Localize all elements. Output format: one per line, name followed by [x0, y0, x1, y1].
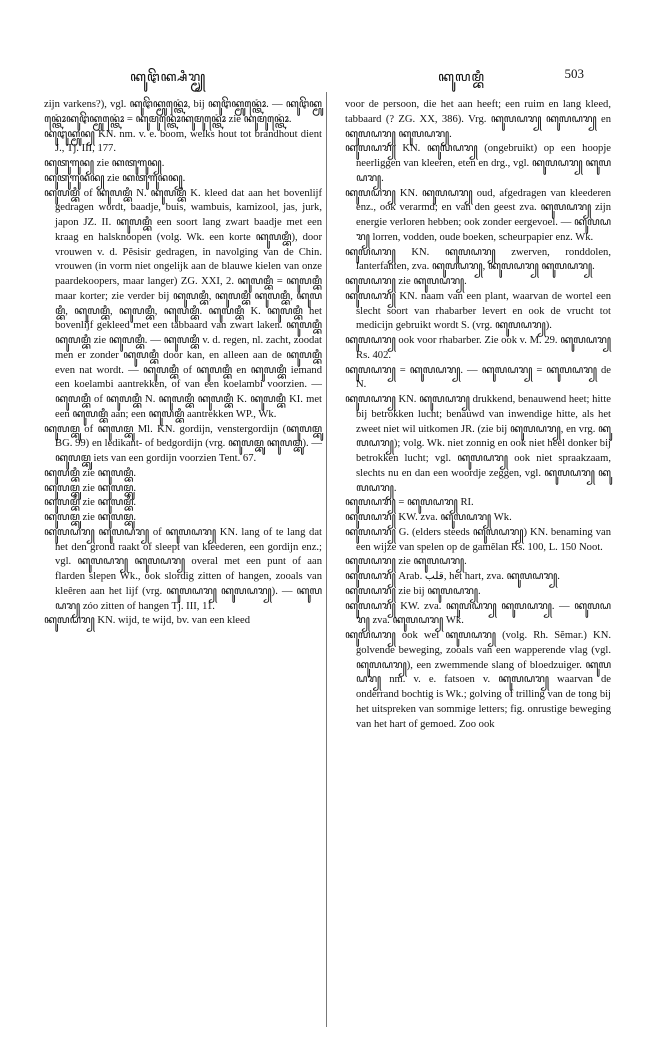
dictionary-entry: ꦏꦸꦭꦝꦫ꧀ KN. ꦏꦸꦭꦝꦫ꧀ zwerven, ronddolen, lanterfanten, zva. ꦏꦸꦭꦝꦫ꧀, ꦏꦸꦭꦝꦫ꧀ ꦏꦸꦭꦝꦫ꧀. [345, 246, 611, 273]
dictionary-entry: ꦏꦸꦭꦩ꧀ꦧꦶ zie ꦏꦸꦭꦩ꧀ꦧꦶ. [44, 467, 137, 479]
column-divider [326, 92, 327, 1027]
right-column [345, 98, 611, 732]
dictionary-entry: ꦏꦸꦭꦝꦫ꧀ G. (elders steeds ꦏꦸꦭꦝꦫ꧀) KN. benaming van een wijze van spelen op de gamĕlan Rs. 100, L. 150 Noot. [345, 526, 611, 553]
dictionary-entry: ꦏꦸꦭꦝꦫ꧀ ꦏꦸꦭꦝꦫ꧀ of ꦏꦸꦭꦝꦫ꧀ KN. lang of te lang dat het den grond raakt of sleept van kleederen, een gordijn enz.; vgl. ꦏꦸꦭꦝꦫ꧀ ꦏꦸꦭꦝꦫ꧀ overal met een punt of aan flarden slepen Wk., ook slordig zitten of hangen, zooals van kleêren aan het lijf (vrg. ꦏꦸꦭꦝꦫ꧀ ꦏꦸꦭꦝꦫ꧀). — ꦏꦸꦭꦝꦫ꧀ zóo zitten of hangen Tj. III, 11. [44, 526, 322, 612]
dictionary-entry: ꦏꦸꦭꦝꦫ꧀ KN. ꦏꦸꦭꦝꦫ꧀ (ongebruikt) op een hoopje neerliggen van kleeren, eten en drg., vgl. ꦏꦸꦭꦝꦫ꧀ ꦏꦸꦭꦝꦫ꧀. [345, 143, 611, 184]
entry-continuation: voor de persoon, die het aan heeft; een ruim en lang kleed, tabbaard (? ZG. XX, 386). Vrg. ꦏꦸꦭꦝꦫ꧀ ꦏꦸꦭꦝꦫ꧀ en ꦏꦸꦭꦝꦫ꧀ ꦏꦸꦭꦝꦫ꧀. [345, 99, 611, 140]
dictionary-entry: ꦏꦸꦛꦸꦏ꧀ꦩꦸꦤ꧀ KN. nm. v. e. boom, welks hout tot brandhout dient J., Tj. III, 177. [44, 128, 322, 155]
dictionary-entry: ꦏꦸꦠꦸꦒꦸꦤꦤ꧀ zie ꦏꦠꦸꦒꦸꦤꦤ꧀. [44, 172, 186, 184]
dictionary-entry: ꦏꦸꦭꦝꦫ꧀ KN. naam van een plant, waarvan de wortel een slecht soort van rhabarber levert en ook de vrucht tot medicijn gebruikt wordt S. (vrg. ꦏꦸꦭꦝꦫ꧀). [345, 290, 611, 332]
dictionary-entry: ꦏꦸꦭꦝꦫ꧀ zie ꦏꦸꦭꦝꦫ꧀. [345, 556, 467, 568]
right-running-head: ꦏꦸꦭꦩ꧀ꦧꦶ [438, 69, 486, 84]
dictionary-entry: ꦏꦸꦭꦩ꧀ꦧꦶ of ꦏꦸꦭꦩ꧀ꦧꦶ N. ꦏꦸꦭꦩ꧀ꦧꦶ K. kleed dat aan het bovenlijf gedragen wordt, baadje, buis, wambuis, kamizool, jas, jurk, japon JZ. II. ꦏꦸꦭꦩ꧀ꦧꦶ een soort lang zwart baadje met een kraag en halsknoopen (volg. Wk. een korte ꦏꦸꦭꦩ꧀ꦧꦶ), door vrouwen v. d. Pĕsisir gedragen, in navolging van de Chin. vrouwen (in vorm niet ongelijk aan de blauwe kielen van onze paardekoopers, maar langer) ZG. XXI, 2. ꦏꦸꦭꦩ꧀ꦧꦶ = ꦏꦸꦭꦩ꧀ꦧꦶ maar korter; zie verder bij ꦏꦸꦭꦩ꧀ꦧꦶ, ꦏꦸꦭꦩ꧀ꦧꦶ ꦏꦸꦭꦩ꧀ꦧꦶ, ꦏꦸꦭꦩ꧀ꦧꦶ, ꦏꦸꦭꦩ꧀ꦧꦶ, ꦏꦸꦭꦩ꧀ꦧꦶ, ꦏꦸꦭꦩ꧀ꦧꦶ. ꦏꦸꦭꦩ꧀ꦧꦶ K. ꦏꦸꦭꦩ꧀ꦧꦶ het bovenlijf gekleed met een tabbaard van zwart laken. ꦏꦸꦭꦩ꧀ꦧꦶ ꦏꦸꦭꦩ꧀ꦧꦶ zie ꦏꦸꦭꦩ꧀ꦧꦶ. — ꦏꦸꦭꦩ꧀ꦧꦶ v. d. regen, nl. zacht, zoodat men er zonder ꦏꦸꦭꦩ꧀ꦧꦶ door kan, en alleen aan de ꦏꦸꦭꦩ꧀ꦧꦶ even nat wordt. — ꦏꦸꦭꦩ꧀ꦧꦶ of ꦏꦸꦭꦩ꧀ꦧꦶ en ꦏꦸꦭꦩ꧀ꦧꦶ iemand een koelambi aantrekken, of van een koelambi voorzien. — ꦏꦸꦭꦩ꧀ꦧꦶ of ꦏꦸꦭꦩ꧀ꦧꦶ N. ꦏꦸꦭꦩ꧀ꦧꦶ ꦏꦸꦭꦩ꧀ꦧꦶ K. ꦏꦸꦭꦩ꧀ꦧꦶ KI. met een ꦏꦸꦭꦩ꧀ꦧꦶ aan; een ꦏꦸꦭꦩ꧀ꦧꦶ aantrekken WP., Wk. [44, 187, 322, 420]
dictionary-entry: ꦏꦸꦭꦝꦫ꧀ = ꦏꦸꦭꦝꦫ꧀ RI. [345, 497, 474, 509]
dictionary-entry: ꦏꦸꦭꦩ꧀ꦧꦸ of ꦏꦸꦭꦩ꧀ꦧꦸ Ml. KN. gordijn, venstergordijn (ꦏꦸꦭꦩ꧀ꦧꦸ BG. 99) en ledikant- of bedgordijn (vrg. ꦏꦸꦭꦩ꧀ꦧꦸ ꦏꦸꦭꦩ꧀ꦧꦸ). — ꦏꦸꦭꦩ꧀ꦧꦸ iets van een gordijn voorzien Tent. 67. [44, 423, 322, 464]
dictionary-entry: ꦏꦸꦭꦝꦫ꧀ = ꦏꦸꦭꦝꦫ꧀. — ꦏꦸꦭꦝꦫ꧀ = ꦏꦸꦭꦝꦫ꧀ de N. [345, 364, 611, 391]
dictionary-entry: ꦏꦸꦭꦝꦫ꧀ Arab. ﻗﻠﺐ, het hart, zva. ꦏꦸꦭꦝꦫ꧀. [345, 571, 560, 582]
left-running-head: ꦏꦸꦛꦼꦏ꧀ꦱꦶꦫ꧀ꦩ꧀ [130, 69, 207, 84]
entry-continuation: zijn varkens?), vgl. ꦏꦸꦛꦼꦏ꧀ꦩꦸꦤ꧀ꦠꦺꦴꦁ, bij ꦏꦸꦛꦼꦏ꧀ꦩꦸꦤ꧀ꦠꦺꦴꦁ. — ꦏꦸꦛꦼꦏ꧀ꦩꦸꦤ꧀ꦠꦺꦴꦁꦏꦸꦛꦼꦏ꧀ꦩꦸꦤ꧀ꦠꦺꦴꦁ = ꦏꦸꦩꦸꦤ꧀ꦠꦺꦴꦁꦏꦸꦩꦸꦤ꧀ꦠꦺꦴꦁ zie ꦏꦸꦩꦸꦤ꧀ꦠꦺꦴꦁ. [44, 99, 322, 125]
dictionary-entry: ꦏꦸꦭꦝꦫ꧀ KW. zva. ꦏꦸꦭꦝꦫ꧀ Wk. [345, 512, 512, 523]
dictionary-entry: ꦏꦸꦭꦝꦫ꧀ ook voor rhabarber. Zie ook v. M. 29. ꦏꦸꦭꦝꦫ꧀ Rs. 402. [345, 335, 611, 361]
left-column [44, 98, 322, 629]
dictionary-entry: ꦏꦸꦭꦝꦫ꧀ KW. zva. ꦏꦸꦭꦝꦫ꧀ ꦏꦸꦭꦝꦫ꧀. — ꦏꦸꦭꦝꦫ꧀ zva. ꦏꦸꦭꦝꦫ꧀ Wk. [345, 600, 611, 627]
dictionary-entry: ꦏꦸꦭꦩ꧀ꦧꦸ zie ꦏꦸꦭꦩ꧀ꦧꦸ. [44, 512, 137, 523]
dictionary-entry: ꦏꦸꦭꦝꦫ꧀ KN. ꦏꦸꦭꦝꦫ꧀ drukkend, benauwend heet; hitte bij betrokken lucht; benauwd van inwendige hitte, als het zweet niet wil uitkomen JR. (zie bij ꦏꦸꦭꦝꦫ꧀, en vrg. ꦏꦸꦭꦝꦫ꧀); volg. Wk. niet zonnig en ook niet heel donker bij betrokken lucht; vgl. ꦏꦸꦭꦝꦫ꧀ ook niet spraakzaam, slechts nu en dan een woordje zeggen, vgl. ꦏꦸꦭꦝꦫ꧀ ꦏꦸꦭꦝꦫ꧀. [345, 394, 611, 494]
dictionary-entry: ꦏꦸꦭꦩ꧀ꦧꦶ zie ꦏꦸꦭꦩ꧀ꦧꦶ. [44, 497, 137, 509]
dictionary-entry: ꦏꦸꦭꦝꦫ꧀ ook wel ꦏꦸꦭꦝꦫ꧀ (volg. Rh. Sĕmar.) KN. golvende beweging, zooals van een wapperende vlag (vgl. ꦏꦸꦭꦝꦫ꧀), een zwemmende slang of bloedzuiger. ꦏꦸꦭꦝꦫ꧀ nm. v. e. fatsoen v. ꦏꦸꦭꦝꦫ꧀ waarvan de onderrand bochtig is Wk.; golving of trilling van de tong bij het uitspreken van sommige letters; fig. onrustige beweging van het hart of gemoed. Zoo ook [345, 630, 611, 730]
dictionary-entry: ꦏꦸꦠꦸꦒꦸꦤ꧀ zie ꦏꦠꦸꦒꦸꦤ꧀. [44, 158, 165, 169]
dictionary-entry: ꦏꦸꦭꦝꦫ꧀ KN. wijd, te wijd, bv. van een kleed [44, 615, 251, 627]
dictionary-entry: ꦏꦸꦭꦝꦫ꧀ zie bij ꦏꦸꦭꦝꦫ꧀. [345, 585, 481, 597]
dictionary-entry: ꦏꦸꦭꦝꦫ꧀ zie ꦏꦸꦭꦝꦫ꧀. [345, 276, 467, 287]
dictionary-entry: ꦏꦸꦭꦩ꧀ꦧꦸ zie ꦏꦸꦭꦩ꧀ꦧꦸ. [44, 482, 137, 494]
page-number: 503 [564, 66, 584, 81]
dictionary-entry: ꦏꦸꦭꦝꦫ꧀ KN. ꦏꦸꦭꦝꦫ꧀ oud, afgedragen van kleederen enz., ook verarmd; en van den geest zva. ꦏꦸꦭꦝꦫ꧀ zijn energie verloren hebben; ook zonder eergevoel. — ꦏꦸꦭꦝꦫ꧀ lorren, vodden, oude boeken, scheurpapier enz. Wk. [345, 187, 611, 243]
